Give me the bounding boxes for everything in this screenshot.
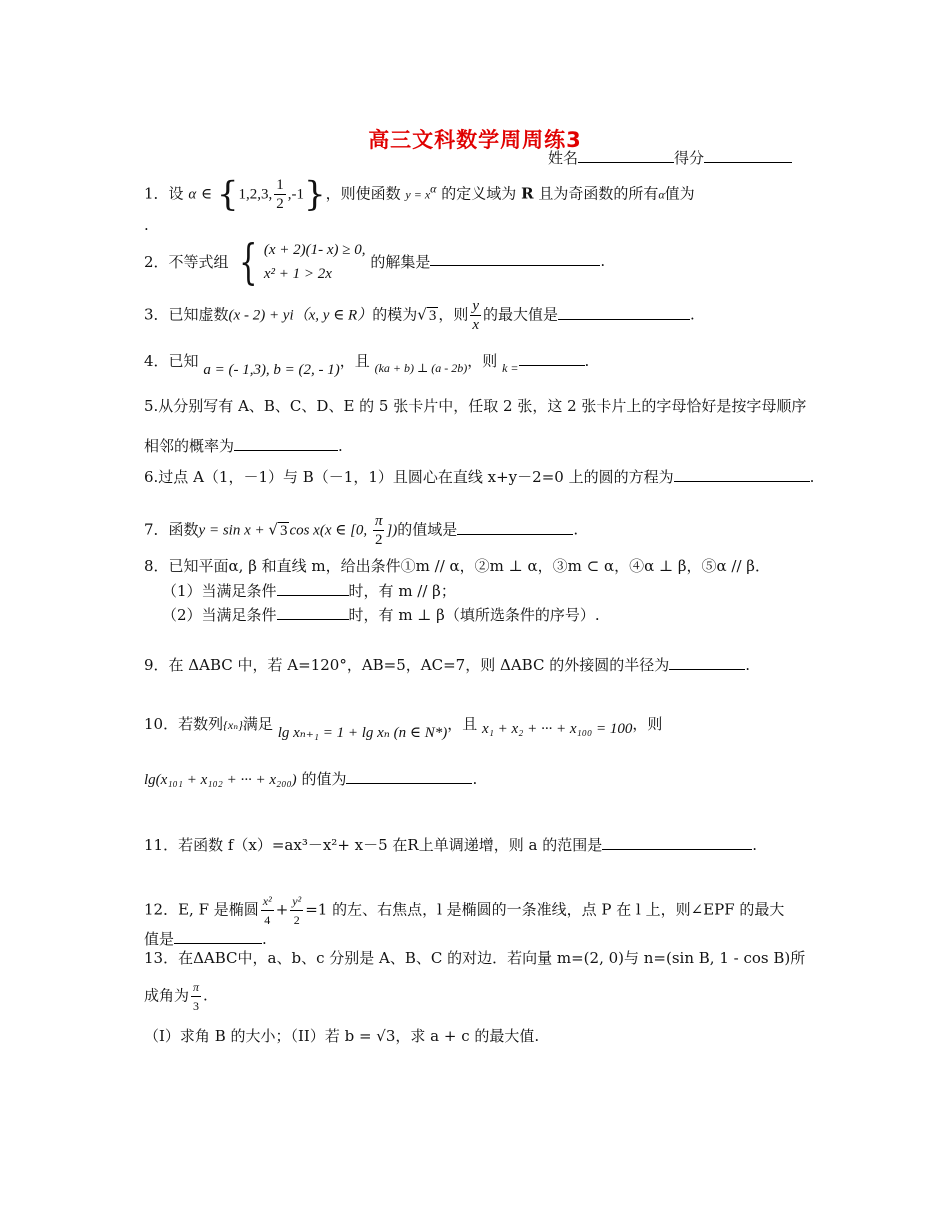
q9-blank[interactable] xyxy=(669,654,745,670)
question-12: 12．E, F 是椭圆 $\frac{\text{x²}}{4}$ + $\frac{\text{y²}}{2}$ =1 的左、右焦点，l 是椭圆的一条准线，点 P 在 l 上，则∠EPF 的最大 xyxy=(144,894,785,927)
q1-tail: . xyxy=(144,216,149,234)
q4-blank[interactable] xyxy=(519,350,585,366)
q1-set: 1,2,3, xyxy=(238,186,273,203)
score-label: 得分 xyxy=(674,149,705,167)
question-13-parts: （I）求角 B 的大小；（II）若 b = √3，求 a + c 的最大值. xyxy=(144,1027,540,1045)
question-7: 7．函数y = sin x + √ 3 cos x(x ∈ [0, $\frac{\pi}{2}$ ])的值域是 . xyxy=(144,513,579,548)
q7-blank[interactable] xyxy=(457,519,573,535)
question-12-line2: 值是 . xyxy=(144,930,267,948)
question-5-line2: 相邻的概率为 . xyxy=(144,437,343,455)
question-3: 3．已知虚数(x - 2) + yi（x, y ∈ R）的模为√ 3 ，则 $\frac{y}{x}$ 的最大值是 . xyxy=(144,298,695,333)
question-11: 11．若函数 f（x）=ax³－x²+ x－5 在R上单调递增，则 a 的范围是 . xyxy=(144,836,757,854)
question-6: 6.过点 A（1，－1）与 B（－1，1）且圆心在直线 x+y－2=0 上的圆的方程为 . xyxy=(144,468,815,486)
question-8-part1: （1）当满足条件 时，有 m // β； xyxy=(162,582,456,600)
q6-blank[interactable] xyxy=(674,466,810,482)
q10-blank[interactable] xyxy=(346,768,472,784)
question-13-line2: 成角为 $\frac{\pi}{3}$ . xyxy=(144,980,208,1013)
q8-blank-1[interactable] xyxy=(277,580,349,596)
question-8-part2: （2）当满足条件 时，有 m ⊥ β（填所选条件的序号）. xyxy=(162,606,600,624)
name-score-row xyxy=(548,147,792,168)
question-8: 8．已知平面α, β 和直线 m，给出条件①m // α，②m ⊥ α，③m ⊂ α，④α ⊥ β，⑤α // β． xyxy=(144,557,770,575)
q3-blank[interactable] xyxy=(558,304,690,320)
q12-blank[interactable] xyxy=(174,928,262,944)
question-2: 2．不等式组 { (x + 2)(1- x) ≥ 0, x² + 1 > 2x 的解集是 . xyxy=(144,234,606,290)
q1-function: y = x xyxy=(405,187,431,202)
q8-blank-2[interactable] xyxy=(277,604,349,620)
question-10: 10．若数列{xₙ}满足 lg xₙ₊₁ = 1 + lg xₙ (n ∈ N*)，且 x₁ + x₂ + ··· + x₁₀₀ = 100，则 xyxy=(144,715,663,741)
question-13: 13．在ΔABC中，a、b、c 分别是 A、B、C 的对边．若向量 m=(2, 0)与 n=(sin B, 1 - cos B)所 xyxy=(144,949,806,967)
page-title: 高三文科数学周周练3 xyxy=(368,128,582,152)
score-blank[interactable] xyxy=(704,147,792,163)
q2-inequality-system: { (x + 2)(1- x) ≥ 0, x² + 1 > 2x xyxy=(239,234,366,290)
q1-number: 1．设 xyxy=(144,184,184,203)
question-1: 1．设 α ∈ {1,2,3, $\frac{1}{2}$ ,-1}，则使函数 $y = x^\alpha$ 的定义域为 R 且为奇函数的所有α值为 xyxy=(144,174,695,215)
q2-blank[interactable] xyxy=(430,250,600,266)
question-5: 5.从分别写有 A、B、C、D、E 的 5 张卡片中，任取 2 张，这 2 张卡片上的字母恰好是按字母顺序 xyxy=(144,397,807,415)
q5-blank[interactable] xyxy=(234,435,338,451)
question-9: 9．在 ΔABC 中，若 A=120°，AB=5，AC=7，则 ΔABC 的外接圆的半径为 . xyxy=(144,656,750,674)
q11-blank[interactable] xyxy=(602,834,752,850)
name-label: 姓名 xyxy=(548,149,579,167)
q1-half: $\frac{1}{2}$ xyxy=(276,177,284,212)
name-blank[interactable] xyxy=(578,147,674,163)
question-4: 4．已知 a = (- 1,3), b = (2, - 1)，且 $_{(ka + b) \perp (a - 2b)}$，则 $_{k =}$ . xyxy=(144,352,590,378)
question-10-line2: lg(x₁₀₁ + x₁₀₂ + ··· + x₂₀₀) 的值为 . xyxy=(144,770,478,788)
